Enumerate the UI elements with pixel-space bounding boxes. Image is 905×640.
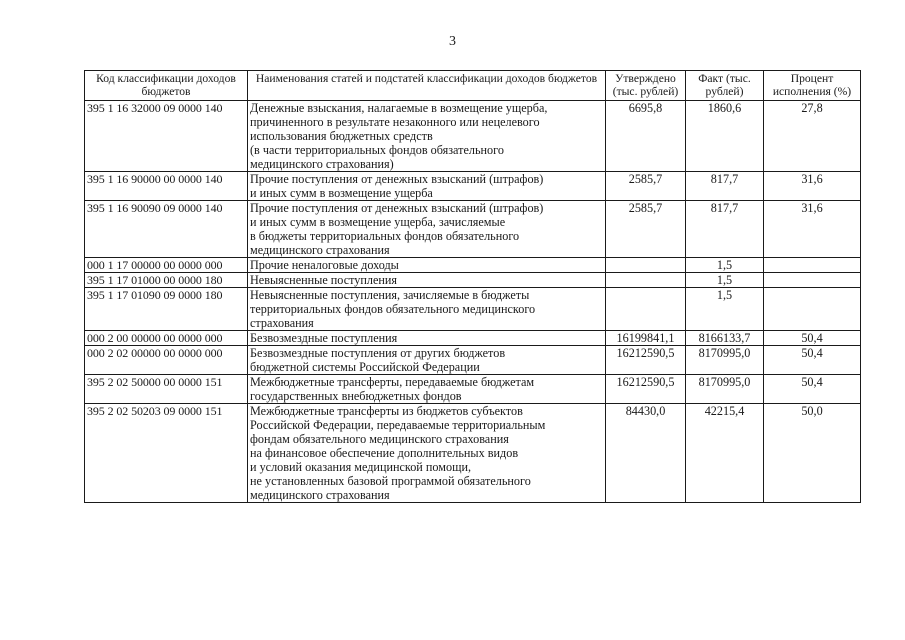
fact-cell: 8166133,7 [686,331,764,346]
table-row [85,404,861,503]
percent-cell [764,273,861,288]
fact-cell: 8170995,0 [686,346,764,375]
code-cell: 395 1 16 90090 09 0000 140 [85,201,248,258]
code-cell: 395 1 16 32000 09 0000 140 [85,101,248,172]
approved-cell: 16199841,1 [606,331,686,346]
percent-cell [764,258,861,273]
name-cell: Безвозмездные поступления [248,331,606,346]
header-percent: Процент исполнения (%) [764,71,861,101]
percent-cell [764,288,861,331]
approved-cell: 16212590,5 [606,346,686,375]
approved-cell: 84430,0 [606,404,686,503]
fact-cell: 1,5 [686,288,764,331]
percent-cell: 31,6 [764,172,861,201]
percent-cell: 50,4 [764,375,861,404]
fact-cell: 1,5 [686,258,764,273]
fact-cell: 8170995,0 [686,375,764,404]
fact-cell: 817,7 [686,201,764,258]
header-approved: Утверждено (тыс. рублей) [606,71,686,101]
percent-cell: 50,4 [764,346,861,375]
code-cell: 000 2 00 00000 00 0000 000 [85,331,248,346]
code-cell: 000 2 02 00000 00 0000 000 [85,346,248,375]
header-code: Код классификации доходов бюджетов [85,71,248,101]
table-row [85,258,861,273]
name-cell: Денежные взыскания, налагаемые в возмещение ущерба, причиненного в результате незаконного или нецелевого использования бюджетных средств (в части территориальных фондов обязательного медицинского страхования) [248,101,606,172]
name-cell: Невыясненные поступления [248,273,606,288]
name-cell: Прочие поступления от денежных взысканий (штрафов) и иных сумм в возмещение ущерба, зачисляемые в бюджеты территориальных фондов обязательного медицинского страхования [248,201,606,258]
fact-cell: 817,7 [686,172,764,201]
table-row [85,273,861,288]
table-row [85,288,861,331]
code-cell: 395 2 02 50000 00 0000 151 [85,375,248,404]
name-cell: Прочие неналоговые доходы [248,258,606,273]
table-row [85,201,861,258]
approved-cell [606,258,686,273]
code-cell: 395 1 17 01000 00 0000 180 [85,273,248,288]
name-cell: Безвозмездные поступления от других бюджетов бюджетной системы Российской Федерации [248,346,606,375]
page-number: 3 [449,34,456,49]
table-body [85,101,861,503]
name-cell: Межбюджетные трансферты из бюджетов субъектов Российской Федерации, передаваемые территориальным фондам обязательного медицинского страхования на финансовое обеспечение дополнительных видов и условий оказания медицинской помощи, не установленных базовой программой обязательного медицинского страхования [248,404,606,503]
table-header-row [85,71,861,101]
percent-cell: 27,8 [764,101,861,172]
approved-cell: 16212590,5 [606,375,686,404]
revenue-table [84,70,861,503]
percent-cell: 31,6 [764,201,861,258]
name-cell: Прочие поступления от денежных взысканий (штрафов) и иных сумм в возмещение ущерба [248,172,606,201]
header-name: Наименования статей и подстатей классификации доходов бюджетов [248,71,606,101]
percent-cell: 50,0 [764,404,861,503]
header-fact: Факт (тыс. рублей) [686,71,764,101]
table-row [85,101,861,172]
name-cell: Межбюджетные трансферты, передаваемые бюджетам государственных внебюджетных фондов [248,375,606,404]
code-cell: 395 1 17 01090 09 0000 180 [85,288,248,331]
approved-cell [606,288,686,331]
approved-cell: 2585,7 [606,172,686,201]
code-cell: 395 1 16 90000 00 0000 140 [85,172,248,201]
fact-cell: 1860,6 [686,101,764,172]
fact-cell: 1,5 [686,273,764,288]
table-row [85,375,861,404]
approved-cell [606,273,686,288]
approved-cell: 2585,7 [606,201,686,258]
percent-cell: 50,4 [764,331,861,346]
table-row [85,346,861,375]
table-row [85,331,861,346]
fact-cell: 42215,4 [686,404,764,503]
code-cell: 395 2 02 50203 09 0000 151 [85,404,248,503]
approved-cell: 6695,8 [606,101,686,172]
code-cell: 000 1 17 00000 00 0000 000 [85,258,248,273]
name-cell: Невыясненные поступления, зачисляемые в бюджеты территориальных фондов обязательного медицинского страхования [248,288,606,331]
table-row [85,172,861,201]
